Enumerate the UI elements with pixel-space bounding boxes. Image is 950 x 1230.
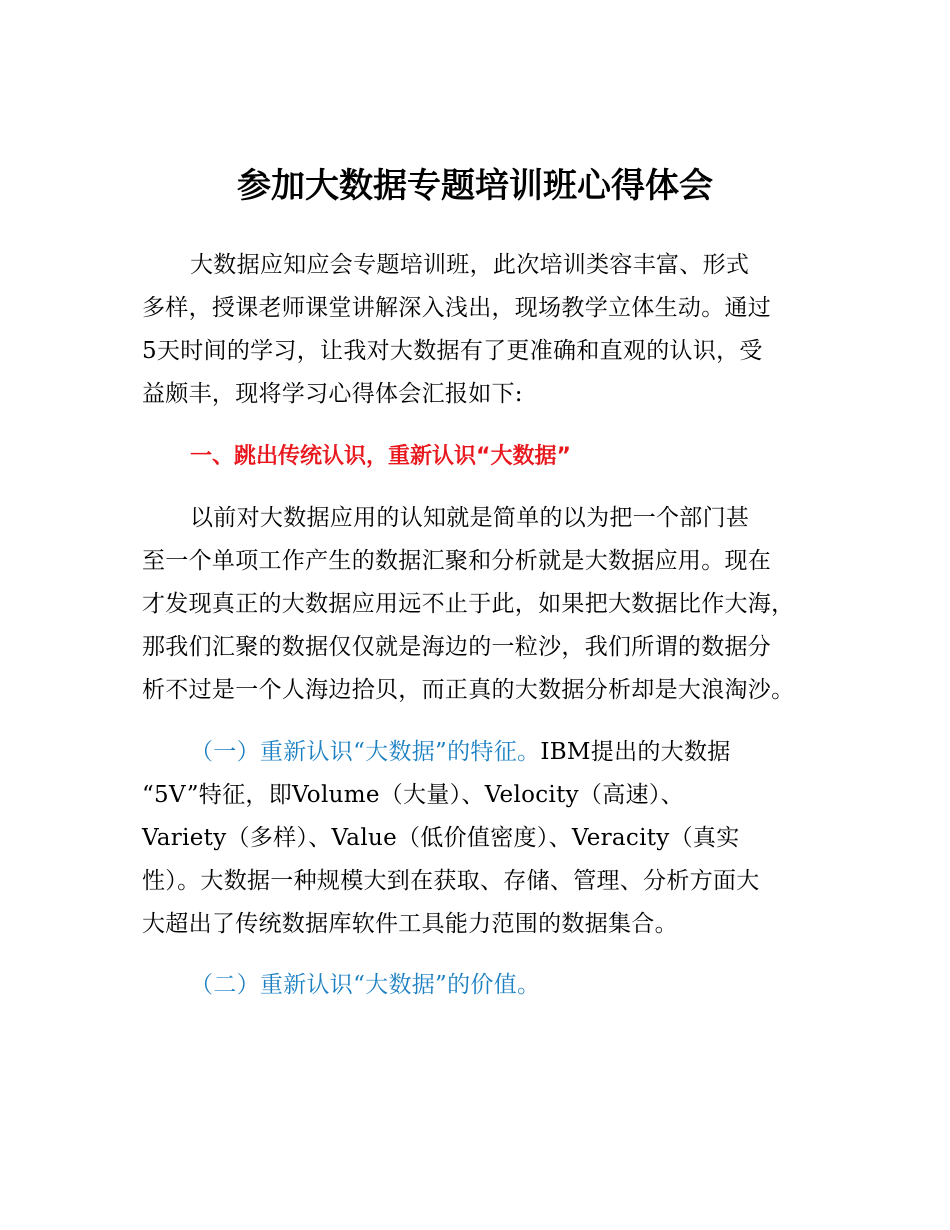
paragraph-line <box>190 737 731 767</box>
subsection-heading-1: （一）重新认识“大数据”的特征。 <box>190 739 541 765</box>
paragraph-line: 性）。大数据一种规模大到在获取、存储、管理、分析方面大 <box>142 868 760 894</box>
paragraph-line: “5V”特征，即Volume（大量）、Velocity（高速）、 <box>142 782 684 808</box>
document-title: 参加大数据专题培训班心得体会 <box>237 166 713 206</box>
paragraph-line: 那我们汇聚的数据仅仅就是海边的一粒沙，我们所谓的数据分 <box>142 634 772 660</box>
paragraph-line: 多样，授课老师课堂讲解深入浅出，现场教学立体生动。通过 <box>142 295 772 321</box>
paragraph-line: 才发现真正的大数据应用远不止于此，如果把大数据比作大海， <box>142 591 795 617</box>
paragraph-line: 5天时间的学习，让我对大数据有了更准确和直观的认识，受 <box>142 338 763 364</box>
section-heading-1: 一、跳出传统认识，重新认识“大数据” <box>190 444 571 469</box>
subsection-heading-2: （二）重新认识“大数据”的价值。 <box>190 972 541 998</box>
paragraph-line: 大超出了传统数据库软件工具能力范围的数据集合。 <box>142 911 678 937</box>
paragraph-line: 以前对大数据应用的认知就是简单的以为把一个部门甚 <box>190 505 750 531</box>
paragraph-line: 至一个单项工作产生的数据汇聚和分析就是大数据应用。现在 <box>142 548 772 574</box>
paragraph-line: 大数据应知应会专题培训班，此次培训类容丰富、形式 <box>190 252 750 278</box>
paragraph-line: 析不过是一个人海边拾贝，而正真的大数据分析却是大浪淘沙。 <box>142 677 795 703</box>
paragraph-line: 益颇丰，现将学习心得体会汇报如下: <box>142 381 523 407</box>
subsection-text: IBM提出的大数据 <box>540 739 731 765</box>
paragraph-line: Variety（多样）、Value（低价值密度）、Veracity（真实 <box>142 825 740 851</box>
